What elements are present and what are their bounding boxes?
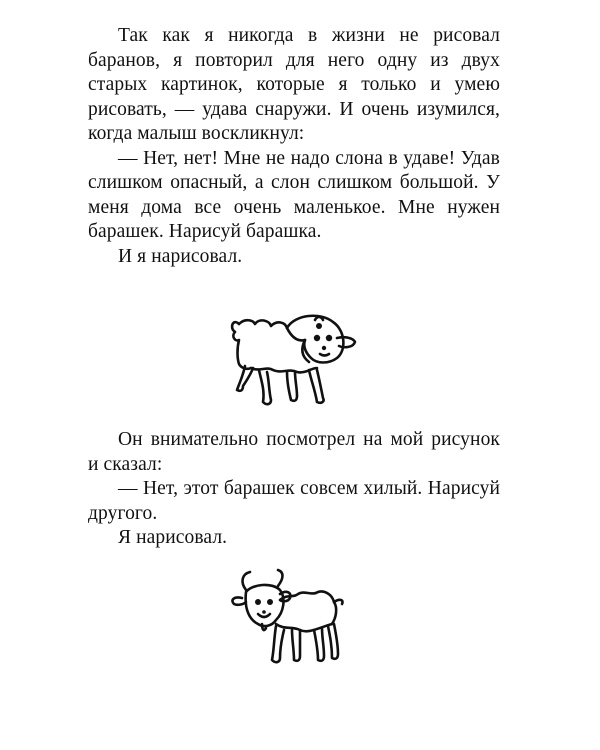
sheep-drawing bbox=[225, 306, 365, 416]
text-block-top bbox=[88, 24, 500, 269]
paragraph: Я нарисовал. bbox=[118, 527, 228, 548]
goat-drawing bbox=[228, 568, 358, 678]
paragraph: И я нарисовал. bbox=[118, 245, 243, 267]
paragraph: — Нет, нет! Мне не надо слона в удаве! Удав слишком опасный, а слон слишком большой. У меня дома все очень маленькое. Мне нужен барашек. Нарисуй барашка. bbox=[88, 147, 500, 242]
paragraph: Так как я никогда в жизни не рисовал баранов, я повторил для него одну из двух старых картинок, которые я только и умею рисовать, — удава снаружи. И очень изумился, когда малыш воскликнул: bbox=[88, 25, 500, 144]
paragraph: Он внимательно посмотрел на мой рисунок и сказал: bbox=[88, 429, 500, 475]
paragraph: — Нет, этот барашек совсем хилый. Нарисуй другого. bbox=[88, 478, 500, 524]
text-block-bottom bbox=[88, 428, 500, 551]
